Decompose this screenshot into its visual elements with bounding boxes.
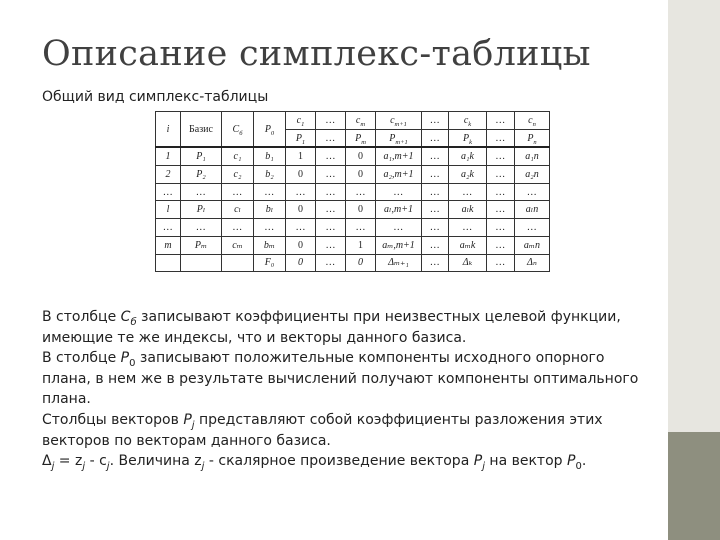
table-cell: Δₙ xyxy=(515,254,550,272)
table-cell: $c_m$ xyxy=(346,112,376,130)
table-cell: … xyxy=(286,219,316,237)
slide-subtitle: Общий вид симплекс-таблицы xyxy=(42,89,269,105)
table-cell: … xyxy=(487,112,515,130)
table-cell: b₁ xyxy=(254,147,286,165)
text: = z xyxy=(54,453,83,470)
table-cell: … xyxy=(422,112,449,130)
math-sub: j xyxy=(201,460,205,472)
table-cell: cₗ xyxy=(222,201,254,219)
table-cell: … xyxy=(422,147,449,165)
table-cell: … xyxy=(422,254,449,272)
table-cell: … xyxy=(422,129,449,147)
table-cell: … xyxy=(487,183,515,201)
table-cell: $P_k$ xyxy=(449,129,487,147)
text: записывают положительные компоненты исходного опорного плана, в нем же в результате вычислений получают компоненты оптимального плана. xyxy=(42,350,639,408)
table-cell: bₘ xyxy=(254,236,286,254)
table-cell: i xyxy=(156,112,181,148)
paragraph-p0-column xyxy=(42,348,642,410)
text: . Величина z xyxy=(109,453,202,470)
table-cell xyxy=(181,254,222,272)
slide-body xyxy=(42,307,642,472)
table-cell: 0 xyxy=(346,254,376,272)
table-cell: Pₘ xyxy=(181,236,222,254)
table-cell: aₗn xyxy=(515,201,550,219)
text: записывают коэффициенты при неизвестных целевой функции, имеющие те же индексы, что и векторы данного базиса. xyxy=(42,309,621,346)
table-footer-row xyxy=(156,254,550,272)
table-cell: $c_{m+1}$ xyxy=(376,112,422,130)
side-decoration-band xyxy=(668,0,720,540)
table-cell: Pₗ xyxy=(181,201,222,219)
delta-symbol: Δ xyxy=(42,453,52,470)
table-cell: … xyxy=(515,183,550,201)
table-cell: Δₖ xyxy=(449,254,487,272)
table-cell xyxy=(156,254,181,272)
table-cell: 0 xyxy=(346,147,376,165)
table-cell: c₂ xyxy=(222,166,254,184)
table-row xyxy=(156,201,550,219)
table-cell: bₗ xyxy=(254,201,286,219)
table-cell: $c_n$ xyxy=(515,112,550,130)
table-cell: 0 xyxy=(286,254,316,272)
table-cell xyxy=(222,254,254,272)
table-cell: … xyxy=(316,112,346,130)
math-var: P xyxy=(183,411,192,428)
table-cell: … xyxy=(346,219,376,237)
table-cell: $c_1$ xyxy=(286,112,316,130)
table-cell: $P_{m+1}$ xyxy=(376,129,422,147)
slide-title: Описание симплекс-таблицы xyxy=(42,34,591,74)
table-cell: F₀ xyxy=(254,254,286,272)
math-sub: j xyxy=(106,460,110,472)
math-sub: j xyxy=(482,460,485,472)
table-cell: … xyxy=(316,236,346,254)
table-cell: 0 xyxy=(286,236,316,254)
paragraph-pj-columns xyxy=(42,410,642,451)
table-cell: aₘk xyxy=(449,236,487,254)
math-var: P xyxy=(473,453,483,470)
table-cell: … xyxy=(316,129,346,147)
table-cell: a₂n xyxy=(515,166,550,184)
table-cell: … xyxy=(181,219,222,237)
table-cell: … xyxy=(487,201,515,219)
table-cell: … xyxy=(376,219,422,237)
table-row xyxy=(156,219,550,237)
table-cell: aₘn xyxy=(515,236,550,254)
table-cell: $P_0$ xyxy=(254,112,286,148)
table-cell: … xyxy=(487,219,515,237)
table-row xyxy=(156,183,550,201)
table-header-row xyxy=(156,112,550,130)
math-sub: j xyxy=(191,419,195,431)
table-cell: … xyxy=(156,219,181,237)
simplex-table xyxy=(155,111,550,272)
table-cell: 0 xyxy=(346,166,376,184)
table-cell: l xyxy=(156,201,181,219)
table-cell: a₂,m+1 xyxy=(376,166,422,184)
table-cell: m xyxy=(156,236,181,254)
table-cell: $P_m$ xyxy=(346,129,376,147)
table-cell: 0 xyxy=(286,166,316,184)
table-cell: … xyxy=(316,183,346,201)
table-cell: a₂k xyxy=(449,166,487,184)
table-cell: … xyxy=(316,254,346,272)
table-cell: 1 xyxy=(346,236,376,254)
table-cell: … xyxy=(316,166,346,184)
table-cell: … xyxy=(254,183,286,201)
math-sub: j xyxy=(51,460,55,472)
table-cell: P₂ xyxy=(181,166,222,184)
table-cell: cₘ xyxy=(222,236,254,254)
table-cell: 0 xyxy=(346,201,376,219)
table-row xyxy=(156,236,550,254)
table-cell: … xyxy=(487,166,515,184)
table-cell: … xyxy=(422,201,449,219)
table-cell: $C_б$ xyxy=(222,112,254,148)
table-cell: … xyxy=(286,183,316,201)
text: В столбце xyxy=(42,309,121,325)
table-cell: … xyxy=(316,201,346,219)
text: на вектор xyxy=(484,453,567,470)
table-cell: 1 xyxy=(156,147,181,165)
table-cell: c₁ xyxy=(222,147,254,165)
table-row xyxy=(156,147,550,165)
paragraph-delta-formula xyxy=(42,451,642,472)
table-cell: … xyxy=(156,183,181,201)
table-cell: Базис xyxy=(181,112,222,148)
math-var: P xyxy=(566,453,576,470)
table-cell: $P_1$ xyxy=(286,129,316,147)
text: Столбцы векторов xyxy=(42,411,184,428)
table-cell: … xyxy=(422,236,449,254)
text: - скалярное произведение вектора xyxy=(204,453,474,470)
table-cell: … xyxy=(487,254,515,272)
table-cell: … xyxy=(487,236,515,254)
text: - c xyxy=(85,453,107,470)
table-cell: $c_k$ xyxy=(449,112,487,130)
table-cell: … xyxy=(515,219,550,237)
table-cell: 1 xyxy=(286,147,316,165)
table-cell: a₁k xyxy=(449,147,487,165)
table-cell: … xyxy=(254,219,286,237)
table-cell: … xyxy=(449,183,487,201)
table-cell: … xyxy=(422,183,449,201)
table-cell: aₗ,m+1 xyxy=(376,201,422,219)
table-cell: … xyxy=(376,183,422,201)
table-cell: a₁n xyxy=(515,147,550,165)
math-var: C xyxy=(120,309,131,325)
math-sub: 0 xyxy=(575,460,582,472)
table-cell: … xyxy=(181,183,222,201)
paragraph-cb-column xyxy=(42,307,642,348)
table-cell: a₁,m+1 xyxy=(376,147,422,165)
table-cell: … xyxy=(316,219,346,237)
table-cell: … xyxy=(487,129,515,147)
table-cell: 0 xyxy=(286,201,316,219)
table-cell: … xyxy=(346,183,376,201)
table-cell: … xyxy=(487,147,515,165)
math-sub: б xyxy=(130,316,137,328)
table-cell: aₘ,m+1 xyxy=(376,236,422,254)
table-cell: $P_n$ xyxy=(515,129,550,147)
side-decoration-dark-block xyxy=(668,432,720,540)
table-row xyxy=(156,166,550,184)
math-sub: j xyxy=(82,460,86,472)
table-cell: … xyxy=(449,219,487,237)
math-var: P xyxy=(120,350,130,367)
table-cell: … xyxy=(222,219,254,237)
table-cell: P₁ xyxy=(181,147,222,165)
table-cell: b₂ xyxy=(254,166,286,184)
table-cell: 2 xyxy=(156,166,181,184)
table-cell: … xyxy=(422,219,449,237)
text: представляют собой коэффициенты разложения этих векторов по векторам данного базиса. xyxy=(42,411,603,449)
table-cell: aₗk xyxy=(449,201,487,219)
text: . xyxy=(581,453,587,470)
table-cell: … xyxy=(316,147,346,165)
text: В столбце xyxy=(42,350,121,367)
table-cell: Δₘ₊₁ xyxy=(376,254,422,272)
table-cell: … xyxy=(422,166,449,184)
math-sub: 0 xyxy=(129,357,136,369)
table-cell: … xyxy=(222,183,254,201)
